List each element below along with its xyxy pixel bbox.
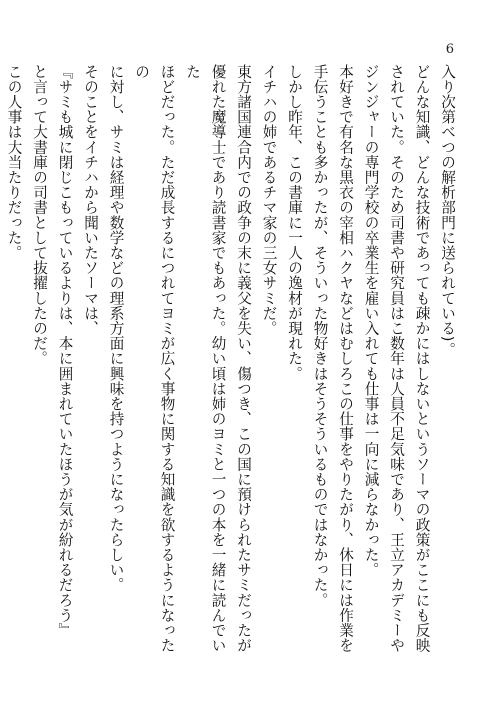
text-line: ほどだった。ただ成長するにつれてヨミが広く事物に関する知識を欲するようになったの [133, 64, 176, 653]
text-line: と言って大書庫の司書として抜擢したのだ。 [31, 64, 48, 366]
text-line: どんな知識、どんな技術であっても疎かにはしないというソーマの政策がここにも反映 [413, 64, 431, 653]
text-line: に対し、サミは経理や数学などの理系方面に興味を持つようになったらしい。 [107, 64, 125, 593]
text-line: 優れた魔導士であり読書家でもあった。幼い頃は姉のヨミと一つの本を一緒に読んでいた [184, 64, 227, 653]
text-line: 『サミも城に閉じこもっているよりは、本に囲まれていたほうが気が紛れるだろう』 [56, 64, 74, 638]
text-line: イチハの姉であるチマ家の三女サミだ。 [260, 64, 278, 336]
body-text [0, 64, 460, 664]
page-number: 6 [445, 42, 454, 57]
text-line: この人事は大当たりだった。 [5, 64, 23, 261]
text-line: 本好きで有名な黒衣の宰相ハクヤなどはむしろこの仕事をやりたがり、休日には作業を [337, 64, 354, 653]
text-line: しかし昨年、この書庫に一人の逸材が現れた。 [286, 64, 303, 382]
text-line: されていた。そのため司書や研究員はこ数年は人員不足気味であり、王立アカデミーや [388, 64, 405, 653]
text-line: 東方諸国連合内での政争の末に義父を失い、傷つき、この国に預けられたサミだったが [235, 64, 252, 653]
text-line [0, 64, 1, 664]
text-line: 手伝うことも多かったが、そういった物好きはそうそういるものではなかった。 [311, 64, 329, 608]
text-line: そのことをイチハから聞いたソーマは、 [82, 64, 99, 336]
text-line: 入り次第べつの解析部門に送られている)。 [439, 64, 456, 358]
text-line: ジンジャーの専門学校の卒業生を雇い入れても仕事は一向に減らなかった。 [362, 64, 380, 578]
